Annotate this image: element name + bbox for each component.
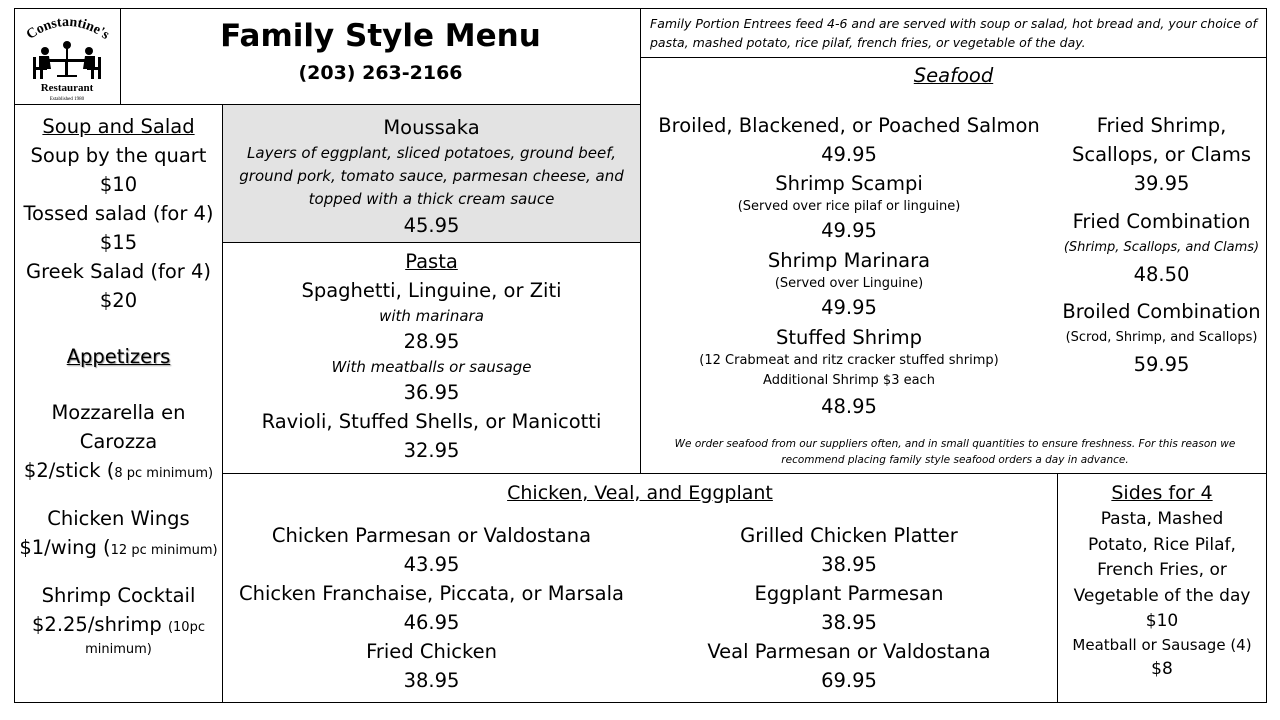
- divider-middle: [222, 473, 1267, 474]
- menu-item-price: 59.95: [1133, 353, 1190, 376]
- menu-item-price: 43.95: [403, 553, 460, 576]
- menu-item-price: $2/stick (8 pc minimum): [23, 459, 214, 482]
- menu-item-name: Mozzarella en: [51, 401, 186, 424]
- appetizers-section: [15, 342, 222, 658]
- menu-item-price: 32.95: [403, 439, 460, 462]
- menu-item-note: (Scrod, Shrimp, and Scallops): [1065, 330, 1258, 345]
- menu-item-note: Additional Shrimp $3 each: [763, 373, 935, 388]
- menu-item-price: $2.25/shrimp (10pc: [32, 613, 205, 636]
- seafood-title-wrap: [641, 62, 1266, 90]
- menu-item-name: Shrimp Marinara: [767, 249, 931, 272]
- menu-item-note: (12 Crabmeat and ritz cracker stuffed shrimp): [699, 353, 999, 368]
- family-portion-note: Family Portion Entrees feed 4-6 and are served with soup or salad, hot bread and, your choice of pasta, mashed potato, rice pilaf, french fries, or vegetable of the day.: [650, 16, 1257, 50]
- sides-line: French Fries, or: [1097, 560, 1227, 580]
- menu-item-price: 28.95: [403, 330, 460, 353]
- seafood-title: Seafood: [913, 64, 994, 87]
- menu-item-note: with marinara: [379, 307, 484, 325]
- menu-item-name: Eggplant Parmesan: [754, 582, 944, 605]
- divider-header-right: [640, 57, 1267, 58]
- title-block: [121, 16, 640, 88]
- appetizers-title: Appetizers: [66, 345, 171, 368]
- menu-item-note: (Shrimp, Scallops, and Clams): [1063, 240, 1260, 255]
- menu-item-price: 45.95: [403, 214, 460, 237]
- menu-item-name: Grilled Chicken Platter: [740, 524, 958, 547]
- border-right: [1266, 8, 1267, 703]
- sides-title: Sides for 4: [1111, 482, 1213, 504]
- moussaka-section: [223, 105, 640, 242]
- logo-restaurant-text: Restaurant: [40, 82, 94, 94]
- chicken-right-column: [641, 521, 1057, 695]
- soup-salad-title: Soup and Salad: [42, 115, 195, 138]
- menu-item-price: $15: [99, 231, 138, 254]
- logo-arc-text: Constantine's: [24, 14, 112, 43]
- menu-item-price: 48.50: [1133, 263, 1190, 286]
- menu-item-price: 46.95: [403, 611, 460, 634]
- logo-established-text: Established 1980: [49, 97, 85, 102]
- sides-price: $8: [1151, 659, 1173, 679]
- menu-item-note: minimum): [85, 642, 152, 657]
- menu-item-name: Stuffed Shrimp: [776, 326, 922, 349]
- seafood-disclaimer: We order seafood from our suppliers often, and in small quantities to ensure freshness. For this reason we recommend placing family style seafood orders a day in advance.: [674, 438, 1236, 466]
- pasta-title: Pasta: [405, 250, 458, 273]
- menu-item-name: Fried Combination: [1072, 210, 1251, 233]
- menu-item-name: Moussaka: [383, 116, 480, 139]
- menu-item-price: 38.95: [821, 553, 877, 576]
- seafood-left-column: [641, 111, 1057, 421]
- sides-section: [1058, 479, 1266, 681]
- chicken-left-column: [223, 521, 640, 695]
- menu-item-name: Scallops, or Clams: [1071, 143, 1252, 166]
- menu-item-name: Broiled Combination: [1062, 300, 1261, 323]
- menu-item-name: Fried Chicken: [366, 640, 497, 663]
- menu-item-name: Ravioli, Stuffed Shells, or Manicotti: [261, 410, 602, 433]
- menu-item-note: With meatballs or sausage: [331, 358, 532, 376]
- menu-item-name: Soup by the quart: [30, 144, 207, 167]
- page-title: Family Style Menu: [220, 18, 541, 54]
- menu-item-name: Chicken Wings: [47, 507, 190, 530]
- border-bottom: [14, 702, 1267, 703]
- sides-line: Pasta, Mashed: [1100, 509, 1224, 529]
- menu-item-description: Layers of eggplant, sliced potatoes, ground beef, ground pork, tomato sauce, parmesan cheese, and topped with a thick cream sauce: [239, 144, 624, 208]
- menu-item-name: Greek Salad (for 4): [25, 260, 212, 283]
- menu-item-price: 38.95: [403, 669, 460, 692]
- menu-item-name: Spaghetti, Linguine, or Ziti: [301, 279, 562, 302]
- menu-item-name: Shrimp Scampi: [775, 172, 923, 195]
- menu-item-price: 69.95: [821, 669, 877, 692]
- menu-item-name: Chicken Franchaise, Piccata, or Marsala: [239, 582, 624, 605]
- menu-item-price: $10: [99, 173, 138, 196]
- seafood-right-column: [1057, 111, 1266, 379]
- menu-item-price: 49.95: [821, 296, 877, 319]
- menu-item-price: 49.95: [821, 219, 877, 242]
- logo-graphic: [15, 9, 120, 104]
- sides-meatball: Meatball or Sausage (4): [1072, 636, 1252, 654]
- divider-moussaka: [222, 242, 641, 243]
- menu-item-name: Broiled, Blackened, or Poached Salmon: [658, 114, 1040, 137]
- menu-item-price: 36.95: [403, 381, 460, 404]
- menu-item-price: 38.95: [821, 611, 877, 634]
- phone-number: (203) 263-2166: [298, 62, 463, 84]
- menu-item-price: 39.95: [1133, 172, 1190, 195]
- menu-item-price: 48.95: [821, 395, 877, 418]
- menu-item-note: (Served over Linguine): [774, 276, 924, 291]
- menu-item-name: Chicken Parmesan or Valdostana: [271, 524, 592, 547]
- restaurant-logo: [15, 9, 120, 104]
- soup-salad-section: [15, 112, 222, 315]
- chicken-veal-eggplant-title-wrap: [223, 479, 1057, 507]
- menu-item-price: $20: [99, 289, 138, 312]
- menu-item-name: Fried Shrimp,: [1096, 114, 1227, 137]
- menu-item-price: 49.95: [821, 143, 877, 166]
- menu-item-name: Tossed salad (for 4): [23, 202, 214, 225]
- sides-price: $10: [1145, 611, 1179, 631]
- sides-line: Vegetable of the day: [1073, 585, 1251, 606]
- menu-item-note: (Served over rice pilaf or linguine): [737, 199, 961, 214]
- menu-item-name: Veal Parmesan or Valdostana: [707, 640, 991, 663]
- menu-item-name: Carozza: [79, 430, 158, 453]
- chicken-veal-eggplant-title: Chicken, Veal, and Eggplant: [507, 482, 773, 504]
- menu-item-name: Shrimp Cocktail: [41, 584, 196, 607]
- sides-line: Potato, Rice Pilaf,: [1088, 534, 1236, 555]
- pasta-section: [223, 248, 640, 465]
- menu-item-price: $1/wing (12 pc minimum): [19, 536, 218, 559]
